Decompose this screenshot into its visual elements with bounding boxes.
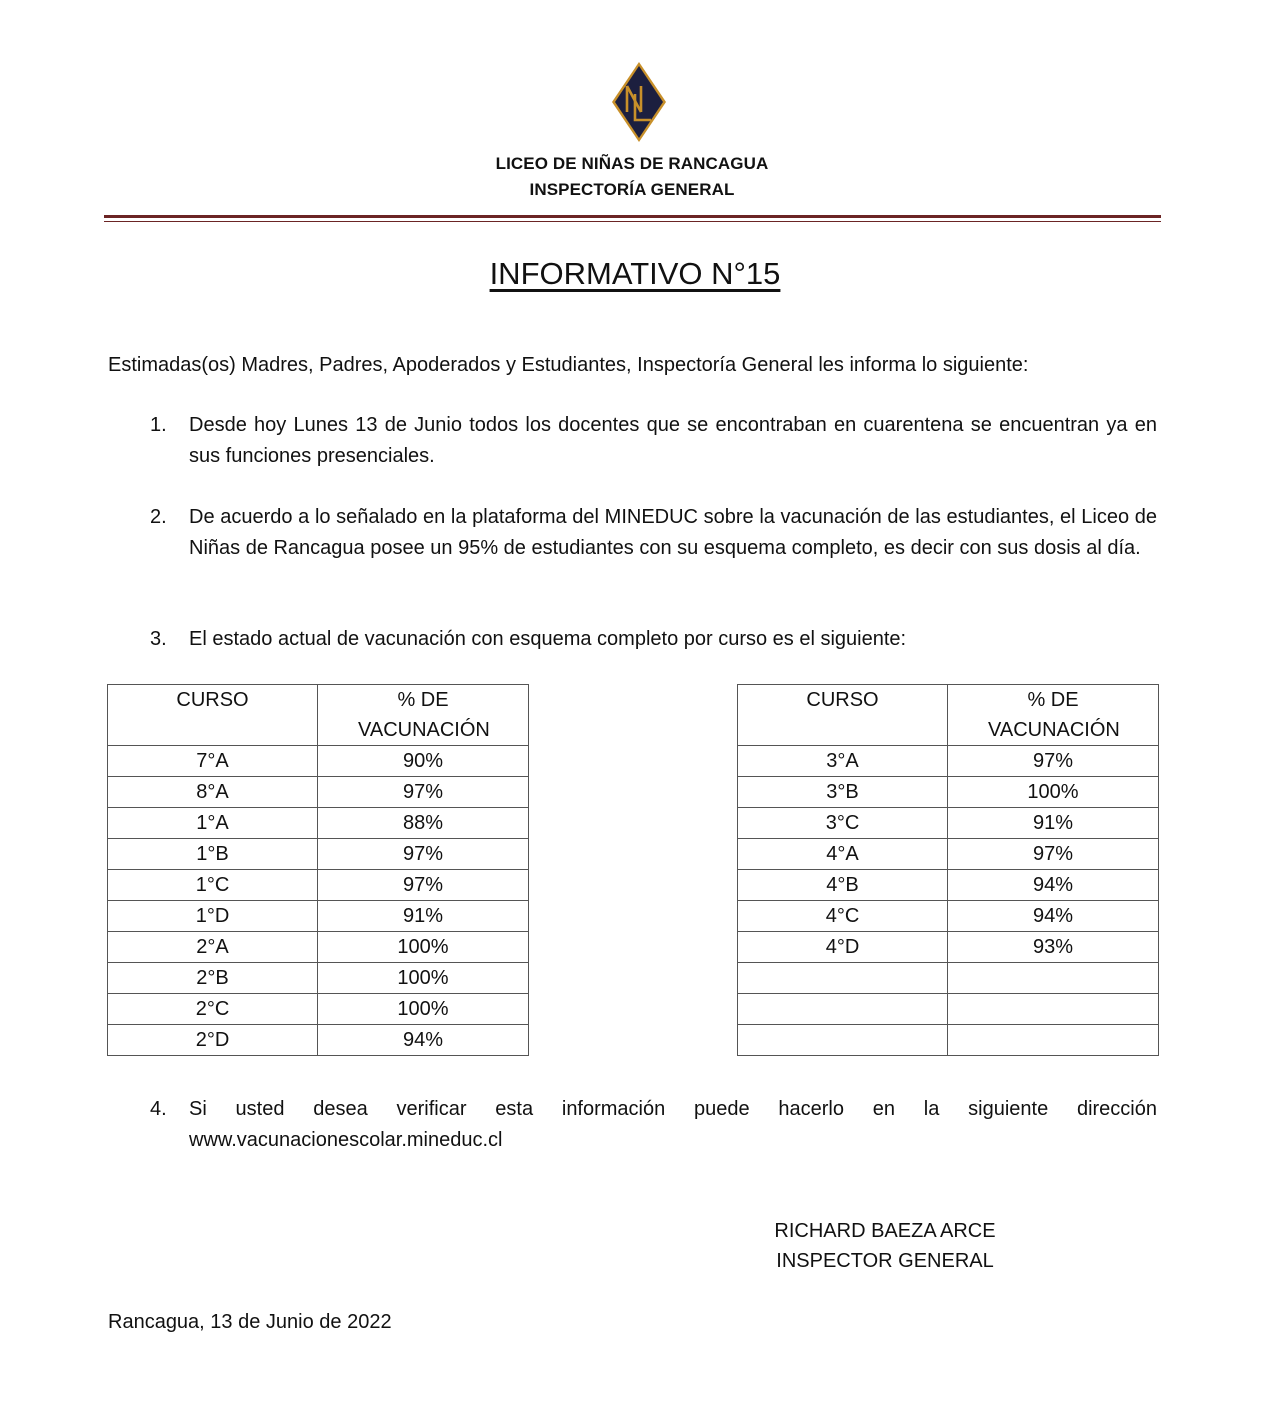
percent-cell: 97% bbox=[948, 839, 1159, 870]
course-cell: 1°C bbox=[108, 870, 318, 901]
percent-cell: 93% bbox=[948, 932, 1159, 963]
list-number: 2. bbox=[150, 506, 167, 528]
course-cell: 4°C bbox=[738, 901, 948, 932]
table-header-row bbox=[108, 685, 529, 746]
percent-cell bbox=[948, 963, 1159, 994]
course-cell: 1°B bbox=[108, 839, 318, 870]
table-row bbox=[108, 1025, 529, 1056]
percent-cell: 97% bbox=[318, 870, 529, 901]
column-header-course: CURSO bbox=[108, 685, 318, 746]
table-row bbox=[738, 839, 1159, 870]
header-divider-thin bbox=[104, 221, 1161, 222]
percent-cell: 94% bbox=[948, 901, 1159, 932]
department-name: INSPECTORÍA GENERAL bbox=[529, 180, 735, 199]
course-cell: 1°A bbox=[108, 808, 318, 839]
table-row bbox=[108, 746, 529, 777]
list-number: 4. bbox=[150, 1098, 167, 1120]
table-row bbox=[108, 994, 529, 1025]
list-item: El estado actual de vacunación con esquema completo por curso es el siguiente: bbox=[189, 628, 907, 650]
table-row bbox=[738, 1025, 1159, 1056]
course-cell bbox=[738, 994, 948, 1025]
list-item: De acuerdo a lo señalado en la plataforma del MINEDUC sobre la vacunación de las estudiantes, el Liceo de Niñas de Rancagua posee un 95% de estudiantes con su esquema completo, es decir con sus dosis al día. bbox=[189, 506, 1157, 559]
percent-cell: 97% bbox=[318, 839, 529, 870]
course-cell: 7°A bbox=[108, 746, 318, 777]
table-row bbox=[108, 870, 529, 901]
percent-cell bbox=[948, 994, 1159, 1025]
course-cell: 4°B bbox=[738, 870, 948, 901]
list-item: Desde hoy Lunes 13 de Junio todos los docentes que se encontraban en cuarentena se encuentran ya en sus funciones presenciales. bbox=[189, 414, 1157, 467]
table-row bbox=[738, 870, 1159, 901]
percent-cell: 100% bbox=[318, 963, 529, 994]
vaccination-table-left bbox=[107, 684, 529, 1056]
school-name: LICEO DE NIÑAS DE RANCAGUA bbox=[495, 154, 769, 173]
intro-paragraph: Estimadas(os) Madres, Padres, Apoderados y Estudiantes, Inspectoría General les informa lo siguiente: bbox=[108, 354, 1029, 376]
course-cell bbox=[738, 1025, 948, 1056]
course-cell: 4°D bbox=[738, 932, 948, 963]
table-row bbox=[738, 994, 1159, 1025]
table-row bbox=[108, 901, 529, 932]
table-row bbox=[738, 963, 1159, 994]
course-cell: 2°C bbox=[108, 994, 318, 1025]
course-cell: 2°D bbox=[108, 1025, 318, 1056]
table-row bbox=[108, 963, 529, 994]
course-cell: 1°D bbox=[108, 901, 318, 932]
percent-cell bbox=[948, 1025, 1159, 1056]
table-row bbox=[738, 932, 1159, 963]
column-header-percent: % DE VACUNACIÓN bbox=[318, 685, 529, 746]
list-number: 1. bbox=[150, 414, 167, 436]
table-row bbox=[108, 808, 529, 839]
course-cell: 4°A bbox=[738, 839, 948, 870]
percent-cell: 94% bbox=[948, 870, 1159, 901]
course-cell bbox=[738, 963, 948, 994]
column-header-course: CURSO bbox=[738, 685, 948, 746]
course-cell: 3°A bbox=[738, 746, 948, 777]
table-row bbox=[738, 746, 1159, 777]
percent-cell: 100% bbox=[318, 932, 529, 963]
percent-cell: 97% bbox=[948, 746, 1159, 777]
course-cell: 8°A bbox=[108, 777, 318, 808]
list-number: 3. bbox=[150, 628, 167, 650]
table-row bbox=[108, 777, 529, 808]
percent-cell: 90% bbox=[318, 746, 529, 777]
signature-name: RICHARD BAEZA ARCE bbox=[774, 1220, 996, 1242]
table-header-row bbox=[738, 685, 1159, 746]
percent-cell: 88% bbox=[318, 808, 529, 839]
percent-cell: 100% bbox=[948, 777, 1159, 808]
list-item bbox=[189, 1094, 1157, 1155]
table-row bbox=[108, 839, 529, 870]
percent-cell: 94% bbox=[318, 1025, 529, 1056]
header-divider-thick bbox=[104, 215, 1161, 218]
signature-role: INSPECTOR GENERAL bbox=[776, 1250, 994, 1272]
table-row bbox=[738, 808, 1159, 839]
course-cell: 3°B bbox=[738, 777, 948, 808]
percent-cell: 91% bbox=[318, 901, 529, 932]
percent-cell: 97% bbox=[318, 777, 529, 808]
table-row bbox=[738, 777, 1159, 808]
course-cell: 2°B bbox=[108, 963, 318, 994]
course-cell: 2°A bbox=[108, 932, 318, 963]
document-title: INFORMATIVO N°15 bbox=[489, 256, 781, 291]
course-cell: 3°C bbox=[738, 808, 948, 839]
column-header-percent: % DE VACUNACIÓN bbox=[948, 685, 1159, 746]
place-date: Rancagua, 13 de Junio de 2022 bbox=[108, 1311, 392, 1333]
vaccination-table-right bbox=[737, 684, 1159, 1056]
percent-cell: 91% bbox=[948, 808, 1159, 839]
school-logo bbox=[610, 60, 668, 144]
list-item-text: Si usted desea verificar esta información puede hacerlo en la siguiente dirección www.vacunacionescolar.mineduc.cl bbox=[189, 1098, 1157, 1151]
table-row bbox=[108, 932, 529, 963]
table-row bbox=[738, 901, 1159, 932]
percent-cell: 100% bbox=[318, 994, 529, 1025]
